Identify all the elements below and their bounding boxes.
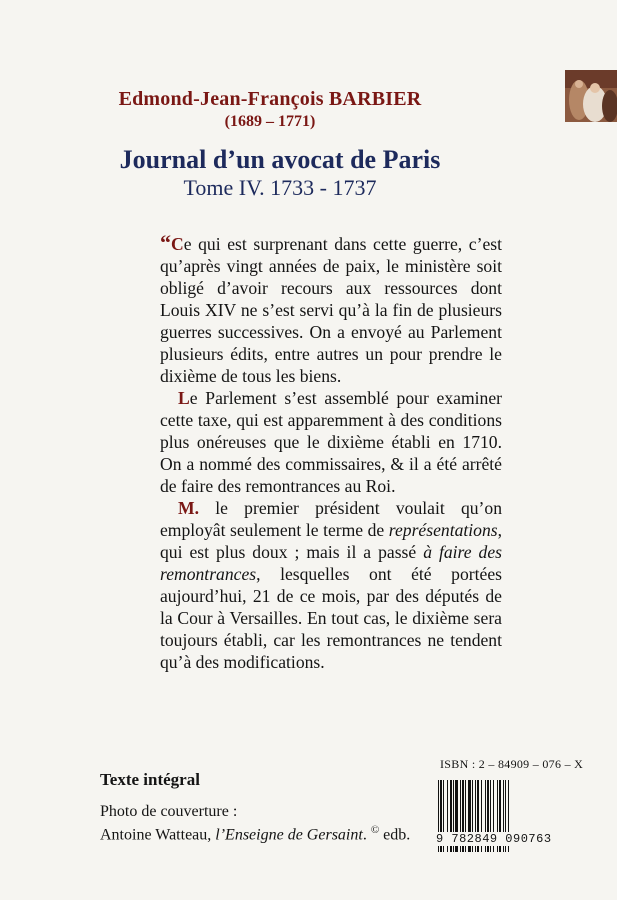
copyright-symbol: ©	[370, 824, 380, 836]
quote-paragraph-3-text-b: , qui est plus doux ; mais il a passé	[160, 520, 502, 562]
dropcap-c: C	[171, 234, 184, 254]
isbn-label: ISBN : 2 – 84909 – 076 – X	[440, 757, 584, 771]
footer-credits	[100, 770, 410, 844]
author-given-names: Edmond-Jean-François	[118, 88, 324, 110]
title-block	[0, 145, 560, 201]
quote-paragraph-3-text-a: le premier président voulait qu’on employât seulement le terme de	[160, 498, 502, 540]
photo-label: Photo de couverture :	[100, 803, 238, 820]
texte-integral-label: Texte intégral	[100, 770, 200, 789]
open-quote-mark: “	[160, 230, 171, 255]
author-block	[0, 88, 540, 131]
quote-paragraph-1-text: e qui est surprenant dans cette guerre, c’est qu’après vingt années de paix, le ministère soit obligé d’avoir recours aux ressources dont Louis XIV ne s’est servi qu’à la fin de plusieurs guerres successives. On a envoyé au Parlement plusieurs édits, entre autres un pour prendre le dixième de tous les biens.	[160, 234, 502, 386]
author-dates: (1689 – 1771)	[224, 113, 316, 130]
barcode-number: 9 782849 090763	[436, 832, 563, 846]
photo-artist: Antoine Watteau,	[100, 826, 216, 844]
photo-publisher: edb.	[379, 826, 411, 844]
author-surname: BARBIER	[328, 88, 422, 110]
quote-paragraph-1	[160, 232, 502, 387]
photo-tail: .	[362, 826, 371, 844]
photo-credit-line	[100, 821, 410, 844]
italic-representations: représentations	[388, 520, 498, 540]
dropcap-l: L	[178, 388, 190, 408]
photo-work: l’Enseigne de Gersaint	[215, 826, 363, 844]
quote-paragraph-2	[160, 387, 502, 497]
quote-paragraph-3	[160, 497, 502, 673]
dropcap-m: M.	[178, 498, 200, 518]
book-subtitle: Tome IV. 1733 - 1737	[183, 175, 377, 200]
author-name	[0, 88, 540, 111]
book-title: Journal d’un avocat de Paris	[119, 145, 441, 174]
italic-remontrances: à faire des remontrances	[160, 542, 502, 584]
quote-paragraph-3-text-c: , lesquelles ont été portées aujourd’hui, 21 de ce mois, par des députés de la Cour à Versailles. En tout cas, le dixième sera toujours établi, car les remontrances ne tendent qu’à des modifications.	[160, 564, 502, 672]
quote-paragraph-2-text: e Parlement s’est assemblé pour examiner cette taxe, qui est apparemment à des conditions plus onéreuses que le dixième établi en 1710. On a nommé des commissaires, & il a été arrêté de faire des remontrances au Roi.	[160, 388, 502, 496]
quote-excerpt	[160, 232, 502, 673]
cover-photo-thumbnail	[565, 70, 617, 122]
photo-credit	[100, 802, 410, 844]
